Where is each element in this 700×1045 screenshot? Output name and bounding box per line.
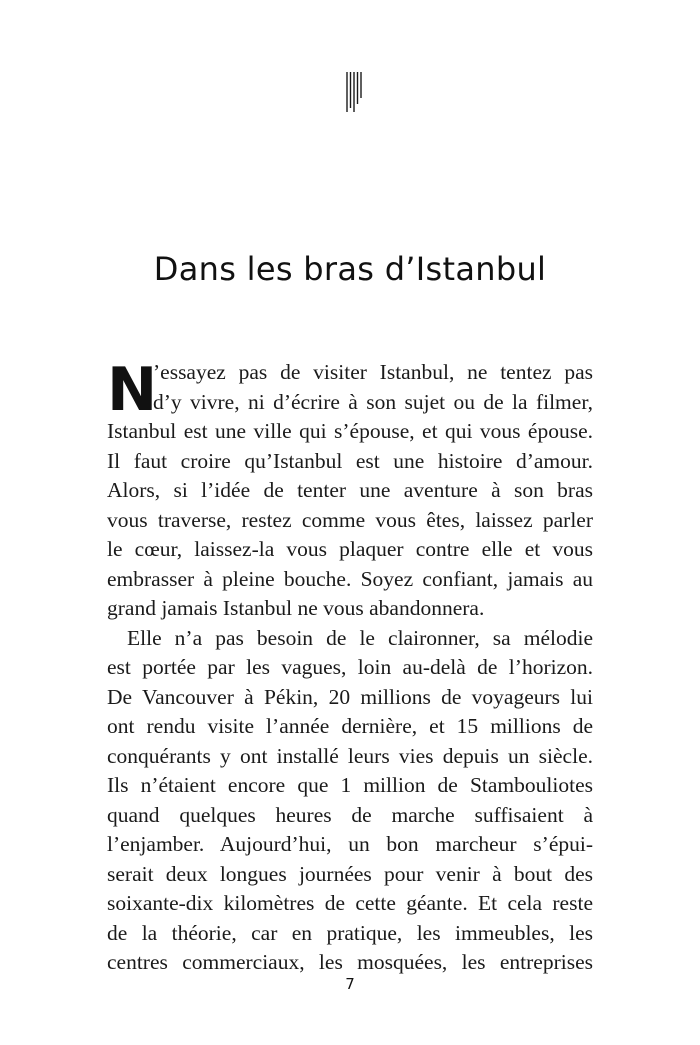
text-line: ’essayez pas de visiter Istanbul, ne tentez pas: [153, 360, 593, 384]
text-line: le cœur, laissez-la vous plaquer contre elle et vous: [107, 537, 593, 561]
text-line: Il faut croire qu’Istanbul est une histoire d’amour.: [107, 448, 593, 473]
text-line: embrasser à pleine bouche. Soyez confiant, jamais au: [107, 566, 593, 591]
text-line: l’enjamber. Aujourd’hui, un bon marcheur s’épui-: [107, 832, 593, 856]
page-number: 7: [345, 975, 355, 993]
text-line: Elle n’a pas besoin de le claironner, sa mélodie: [127, 625, 593, 650]
text-line: conquérants y ont installé leurs vies depuis un siècle.: [107, 743, 593, 768]
text-line: d’y vivre, ni d’écrire à son sujet ou de la filmer,: [153, 389, 593, 414]
text-line: ont rendu visite l’année dernière, et 15 millions de: [107, 714, 593, 738]
text-line: serait deux longues journées pour venir à bout des: [107, 861, 593, 886]
vertical-lines-ornament-icon: [344, 72, 364, 112]
text-line: vous traverse, restez comme vous êtes, laissez parler: [107, 507, 593, 532]
text-line: de la théorie, car en pratique, les immeubles, les: [107, 920, 593, 945]
text-line: soixante-dix kilomètres de cette géante. Et cela reste: [107, 891, 593, 915]
chapter-title: Dans les bras d’Istanbul: [153, 250, 547, 288]
text-line: Ils n’étaient encore que 1 million de Stambouliotes: [107, 773, 593, 797]
text-line: quand quelques heures de marche suffisaient à: [107, 802, 593, 827]
text-line: Istanbul est une ville qui s’épouse, et qui vous épouse.: [107, 419, 593, 443]
text-line: centres commerciaux, les mosquées, les entreprises: [107, 950, 593, 974]
body-text: [107, 355, 593, 978]
text-line: Alors, si l’idée de tenter une aventure à son bras: [107, 478, 593, 502]
drop-cap: N: [107, 355, 158, 425]
text-line: De Vancouver à Pékin, 20 millions de voyageurs lui: [107, 684, 593, 709]
text-line: grand jamais Istanbul ne vous abandonnera.: [107, 596, 485, 620]
text-line: est portée par les vagues, loin au-delà de l’horizon.: [107, 655, 593, 679]
